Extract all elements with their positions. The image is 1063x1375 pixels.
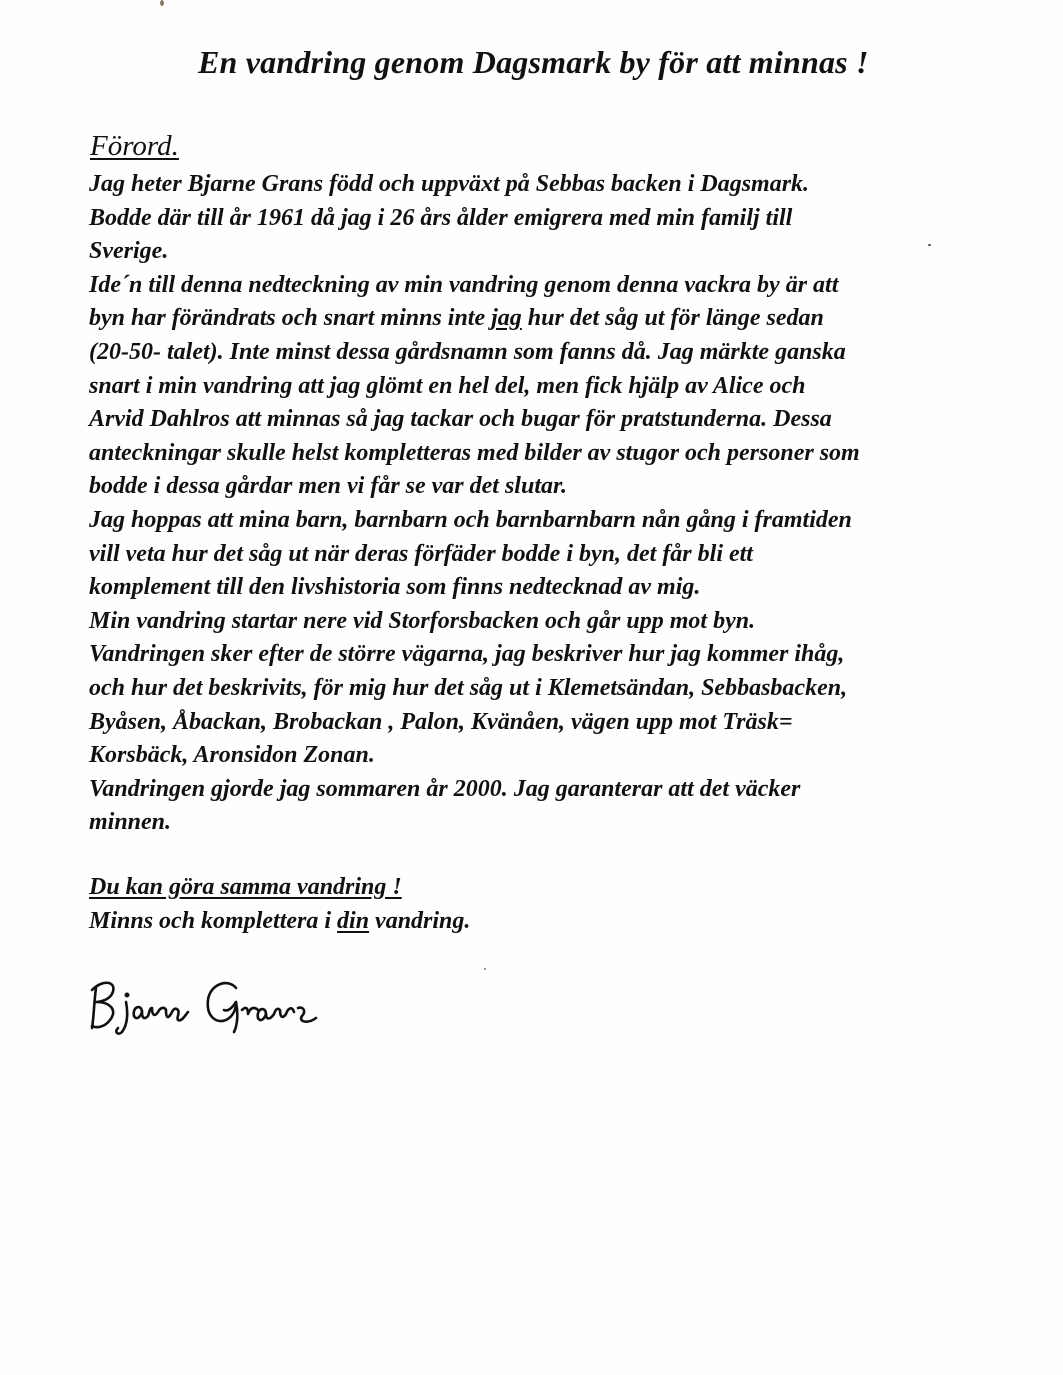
invitation-line: Du kan göra samma vandring ! (89, 874, 402, 900)
text-line: vill veta hur det såg ut när deras förfäder bodde i byn, det får bli ett (89, 540, 753, 567)
text-fragment: byn har förändrats och snart minns inte (89, 305, 492, 332)
closing-line (89, 904, 470, 938)
document-title: En vandring genom Dagsmark by för att minnas ! (198, 44, 869, 80)
text-line: Sverige. (89, 238, 169, 265)
text-line: komplement till den livshistoria som finns nedtecknad av mig. (89, 574, 701, 601)
text-line: snart i min vandring att jag glömt en hel del, men fick hjälp av Alice och (89, 372, 806, 399)
text-line: anteckningar skulle helst kompletteras med bilder av stugor och personer som (89, 439, 860, 466)
text-line: Vandringen sker efter de större vägarna, jag beskriver hur jag kommer ihåg, (89, 641, 845, 668)
text-line: (20-50- talet). Inte minst dessa gårdsnamn som fanns då. Jag märkte ganska (89, 338, 846, 365)
section-heading: Förord. (90, 130, 179, 162)
text-line: Vandringen gjorde jag sommaren år 2000. Jag garanterar att det väcker (89, 775, 801, 802)
text-line: Jag hoppas att mina barn, barnbarn och barnbarnbarn nån gång i framtiden (89, 506, 852, 533)
text-line: och hur det beskrivits, för mig hur det såg ut i Klemetsändan, Sebbasbacken, (89, 674, 848, 701)
text-line: Bodde där till år 1961 då jag i 26 års ålder emigrera med min familj till (89, 204, 793, 231)
text-fragment: Minns och komplettera i (89, 908, 338, 934)
text-line: Ide´n till denna nedteckning av min vandring genom denna vackra by är att (89, 271, 839, 298)
text-line: Jag heter Bjarne Grans född och uppväxt på Sebbas backen i Dagsmark. (89, 171, 810, 197)
text-line: Min vandring startar nere vid Storforsbacken och går upp mot byn. (89, 607, 756, 634)
text-line: bodde i dessa gårdar men vi får se var det slutar. (89, 473, 567, 500)
underlined-word: din (337, 908, 370, 934)
text-line: Arvid Dahlros att minnas så jag tackar och bugar för pratstunderna. Dessa (89, 406, 832, 433)
foreword-body (89, 168, 1049, 840)
paper-speck (160, 0, 164, 6)
text-fragment: hur det såg ut för länge sedan (521, 305, 824, 332)
text-line (89, 302, 1049, 336)
closing-block (89, 870, 470, 938)
handwritten-signature (88, 968, 328, 1038)
text-line: Byåsen, Åbackan, Brobackan , Palon, Kvänåen, vägen upp mot Träsk= (89, 708, 793, 735)
underlined-word: jag (491, 305, 522, 332)
text-line: minnen. (89, 809, 172, 836)
text-line: Korsbäck, Aronsidon Zonan. (89, 742, 375, 769)
text-fragment: vandring. (369, 908, 471, 934)
paper-speck (484, 968, 486, 970)
